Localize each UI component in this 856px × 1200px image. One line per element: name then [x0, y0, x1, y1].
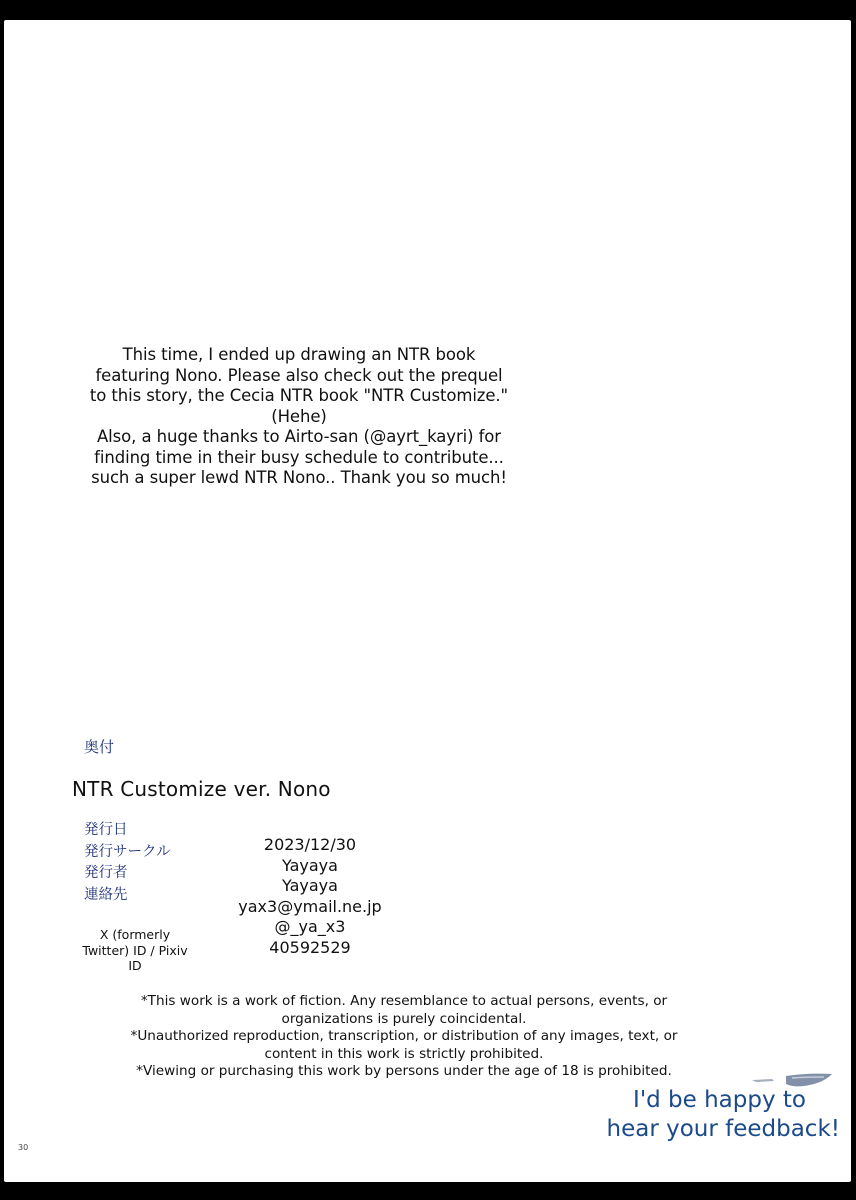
- afterword-line: to this story, the Cecia NTR book "NTR Customize.": [89, 386, 509, 405]
- circle-label: 発行サークル: [84, 843, 171, 860]
- disclaimer-line: organizations is purely coincidental.: [281, 1010, 527, 1027]
- colophon-label: 奥付: [84, 738, 115, 756]
- feedback-message: [564, 1086, 854, 1144]
- afterword-line: This time, I ended up drawing an NTR book: [122, 345, 476, 364]
- disclaimer-line: content in this work is strictly prohibited.: [264, 1045, 544, 1062]
- publisher-label: 発行者: [84, 865, 128, 881]
- disclaimer-line: *Unauthorized reproduction, transcription, or distribution of any images, text, or: [130, 1028, 678, 1045]
- publisher-value: Yayaya: [282, 876, 338, 895]
- date-label: 発行日: [84, 822, 128, 838]
- colophon-labels: [84, 820, 171, 906]
- disclaimer-line: *Viewing or purchasing this work by persons under the age of 18 is prohibited.: [136, 1063, 672, 1080]
- book-title: NTR Customize ver. Nono: [72, 777, 331, 801]
- afterword-line: Also, a huge thanks to Airto-san (@ayrt_kayri) for: [97, 427, 501, 446]
- x-id-value: @_ya_x3: [274, 917, 346, 936]
- circle-value: Yayaya: [282, 855, 338, 875]
- colophon-values: [224, 835, 396, 958]
- page-number: 30: [18, 1143, 29, 1152]
- x-pixiv-id-label-line: ID: [128, 958, 142, 973]
- feedback-line: hear your feedback!: [606, 1116, 840, 1142]
- afterword-line: (Hehe): [271, 406, 327, 426]
- disclaimers: [64, 993, 744, 1081]
- date-value: 2023/12/30: [263, 835, 357, 854]
- afterword-line: such a super lewd NTR Nono.. Thank you so much!: [91, 468, 507, 487]
- x-pixiv-id-label-line: Twitter) ID / Pixiv: [82, 942, 188, 958]
- afterword-note: [64, 345, 534, 489]
- afterword-line: featuring Nono. Please also check out the prequel: [95, 365, 503, 385]
- disclaimer-line: *This work is a work of fiction. Any resemblance to actual persons, events, or: [140, 993, 668, 1009]
- x-pixiv-id-label: [72, 927, 198, 974]
- afterword-line: finding time in their busy schedule to contribute...: [94, 447, 504, 467]
- x-pixiv-id-label-line: X (formerly: [99, 927, 171, 942]
- contact-label: 連絡先: [84, 886, 128, 903]
- feedback-line: I'd be happy to: [633, 1087, 806, 1113]
- page-sheet: [4, 20, 851, 1182]
- contact-email: yax3@ymail.ne.jp: [238, 896, 382, 916]
- pixiv-id-value: 40592529: [269, 937, 351, 957]
